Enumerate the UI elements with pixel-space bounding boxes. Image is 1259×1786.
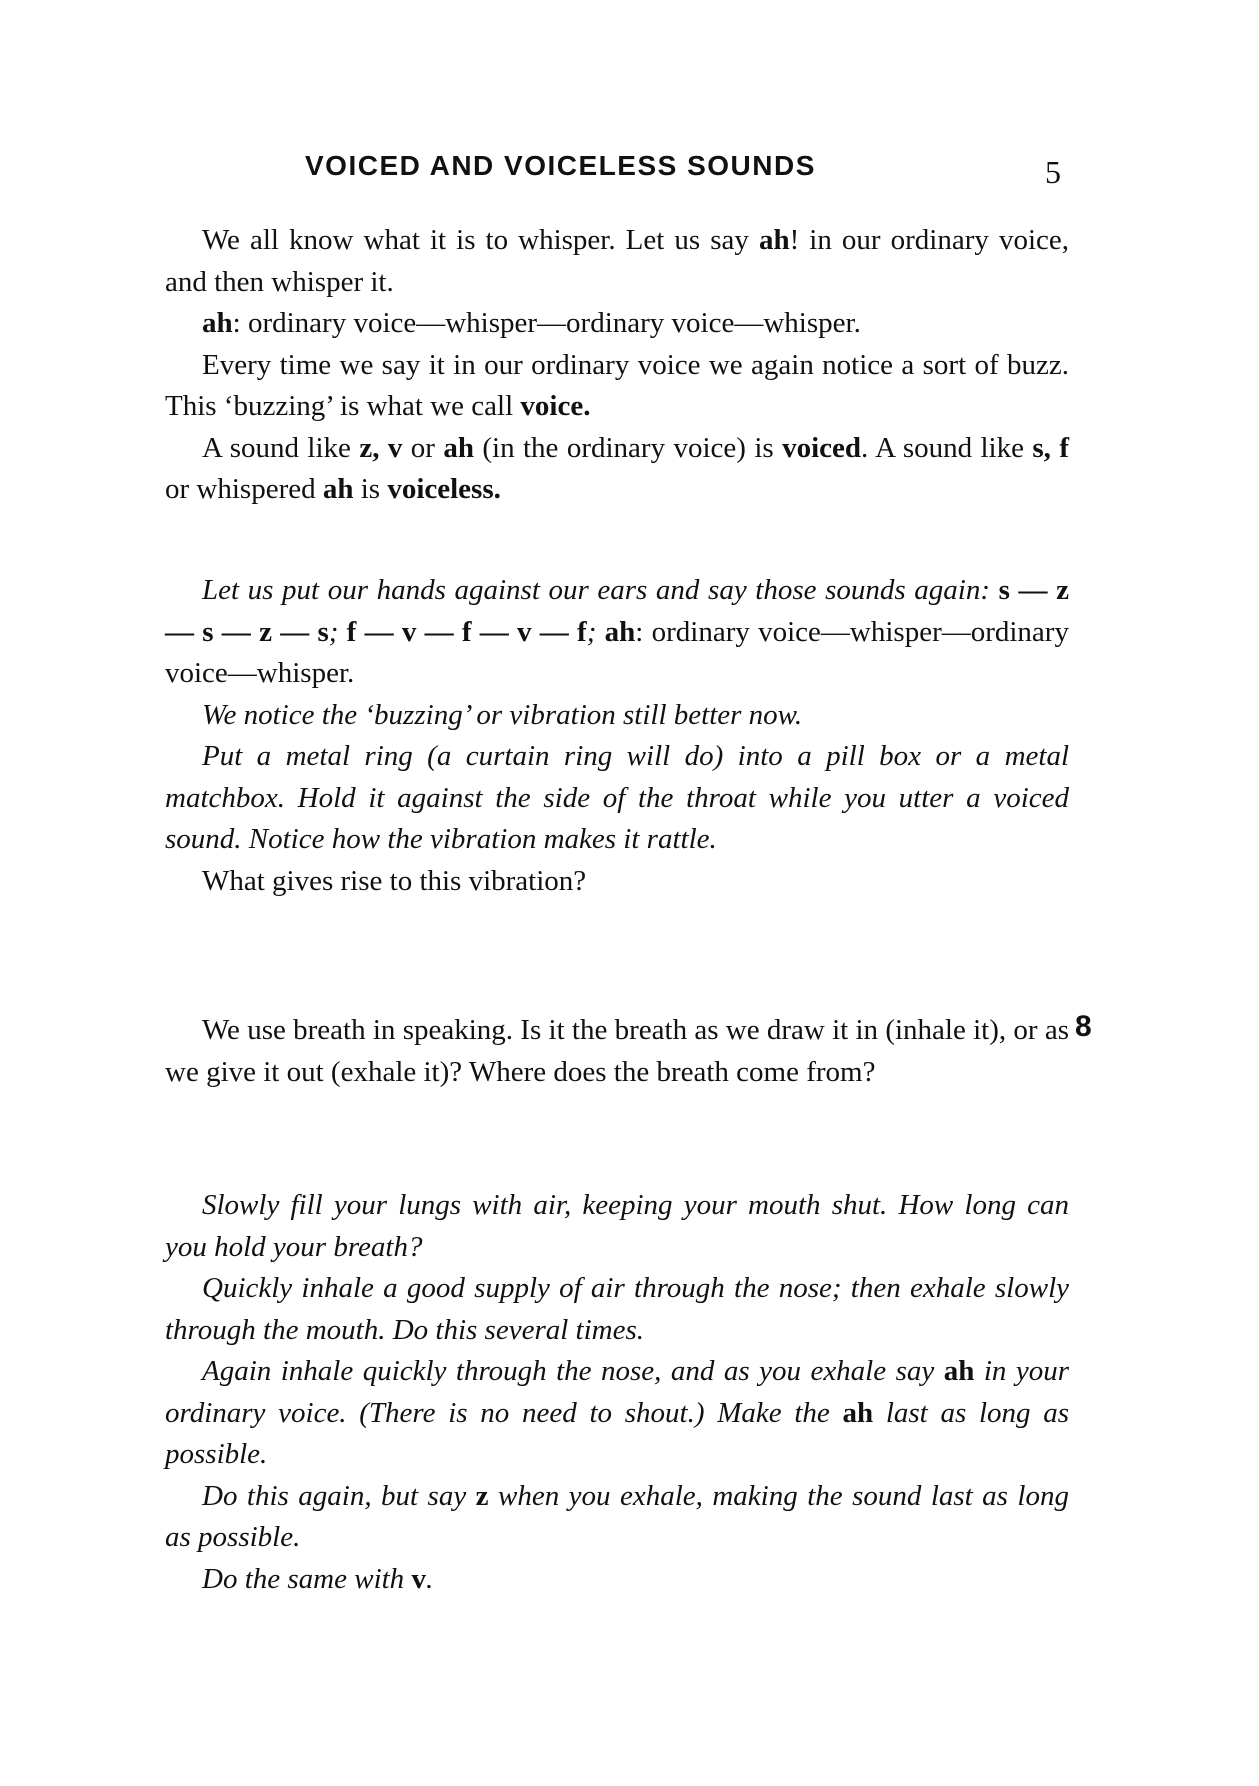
bold-term: ah — [443, 431, 474, 464]
text-run: or — [402, 431, 444, 464]
paragraph: We notice the ‘buzzing’ or vibration still better now. — [202, 698, 803, 731]
bold-term: ah — [758, 224, 790, 256]
text-run: : — [635, 615, 644, 648]
paragraph — [165, 345, 1069, 428]
paragraph — [165, 220, 1069, 303]
page-header — [165, 150, 1065, 190]
paragraph — [165, 570, 1069, 695]
italic-run: Do this again, but say — [202, 1479, 476, 1512]
italic-run: when you exhale, making the sound last as long as possible. — [165, 1479, 1069, 1553]
margin-number: 8 — [1075, 1010, 1092, 1043]
paragraph — [165, 1559, 1069, 1601]
section-voice-intro — [165, 220, 1069, 511]
text-run: We all know what it is to whisper. Let us say — [202, 224, 759, 256]
italic-run: Do the same with — [202, 1562, 412, 1595]
paragraph: We use breath in speaking. Is it the breath as we draw it in (inhale it), or as we give it out (exhale it)? Where does the breath come from? — [165, 1014, 1069, 1088]
bold-term: s, f — [1032, 431, 1069, 464]
text-run: . A sound like — [861, 431, 1033, 464]
italic-run: in your ordinary voice. (There is no need to shout.) Make the — [165, 1355, 1070, 1429]
bold-term: voiced — [782, 431, 862, 464]
paragraph: What gives rise to this vibration? — [202, 864, 587, 897]
section-breath — [165, 1010, 1069, 1093]
italic-run: Again inhale quickly through the nose, and as you exhale say — [202, 1355, 944, 1387]
bold-term: ah — [322, 473, 354, 505]
bold-term: voice. — [520, 390, 591, 422]
bold-term: s — z — s — z — s — [165, 574, 1069, 648]
text-run: Every time we say it in our ordinary voice we again notice a sort of buzz. This ‘buzzing’ is what we call — [165, 348, 1069, 422]
bold-term: ah — [842, 1396, 874, 1429]
paragraph: Put a metal ring (a curtain ring will do) into a pill box or a metal matchbox. Hold it against the side of the throat while you utter a voiced sound. Notice how the vibration makes it rattle. — [165, 740, 1069, 855]
bold-term: z, v — [359, 431, 403, 464]
text-run: ordinary voice—whisper—ordinary voice—whisper. — [165, 615, 1069, 689]
running-title: VOICED AND VOICELESS SOUNDS — [305, 150, 816, 181]
text-run: is — [353, 473, 388, 505]
italic-run: last as long as possible. — [165, 1396, 1069, 1470]
paragraph: Quickly inhale a good supply of air through the nose; then exhale slowly through the mouth. Do this several times. — [165, 1272, 1069, 1346]
bold-term: ah — [943, 1355, 975, 1387]
paragraph: Slowly fill your lungs with air, keeping your mouth shut. How long can you hold your breath? — [165, 1189, 1069, 1263]
text-run: A sound like — [202, 431, 360, 464]
text-run: or whispered — [165, 473, 323, 505]
paragraph — [165, 1476, 1069, 1559]
page-number: 5 — [1045, 154, 1061, 190]
italic-run: . — [425, 1562, 434, 1595]
text-run: ! in our ordinary voice, and then whisper it. — [165, 224, 1069, 298]
section-exercise-breath — [165, 1185, 1069, 1600]
paragraph — [165, 303, 1069, 345]
section-exercise-vibration — [165, 570, 1069, 902]
bold-term: voiceless. — [387, 473, 501, 505]
bold-term: ah — [604, 615, 636, 648]
text-run: (in the ordinary voice) is — [473, 431, 783, 464]
paragraph — [165, 1351, 1069, 1476]
italic-run: ; — [586, 615, 605, 648]
bold-term: z — [475, 1479, 489, 1512]
text-run: : ordinary voice—whisper—ordinary voice—whisper. — [232, 307, 861, 339]
paragraph — [165, 428, 1069, 511]
bold-term: ah — [202, 307, 233, 339]
italic-run: Let us put our hands against our ears and say those sounds again: — [202, 574, 999, 606]
bold-term: v — [411, 1562, 426, 1595]
italic-run: ; — [328, 615, 347, 648]
bold-term: f — v — f — v — f — [346, 615, 587, 648]
